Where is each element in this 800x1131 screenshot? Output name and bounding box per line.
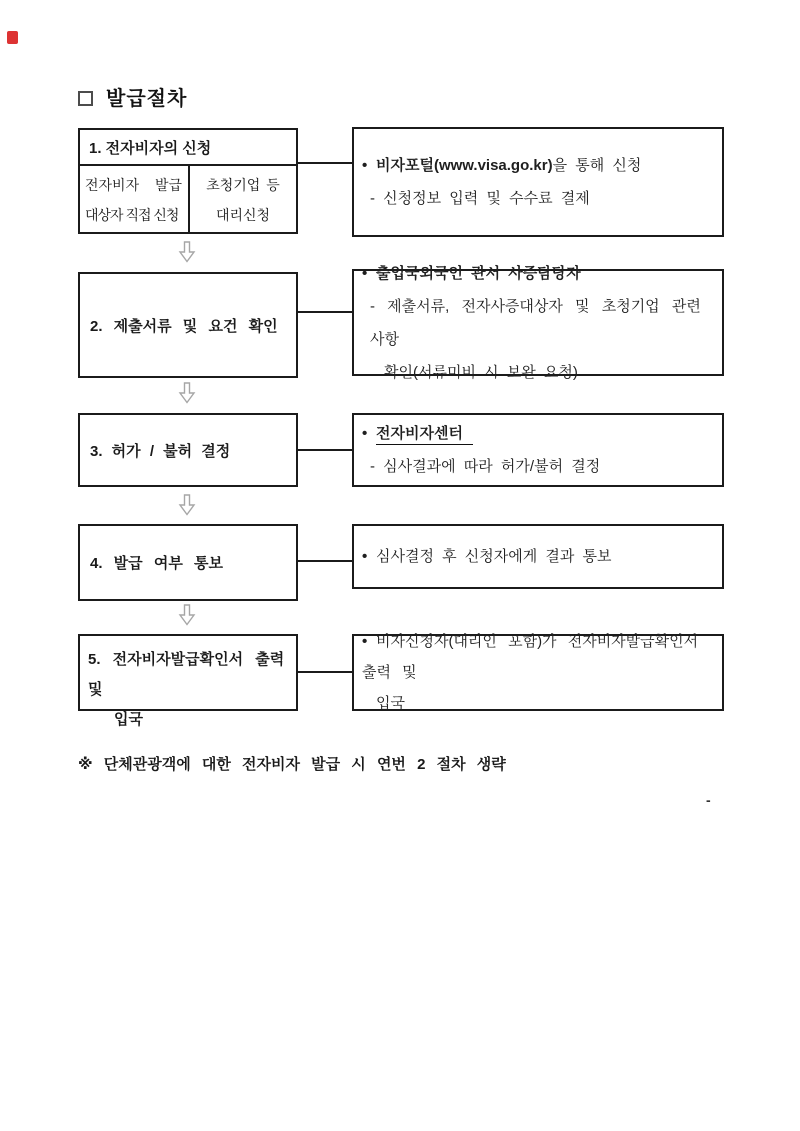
step-5-note-head-text: 비자신청자(대리인 포함)가 전자비자발급확인서 출력 및 xyxy=(362,633,699,681)
connector-line-2 xyxy=(298,311,352,313)
step-1-note-sub: - 신청정보 입력 및 수수료 결제 xyxy=(370,190,590,207)
arrow-down-icon xyxy=(178,494,196,516)
step-2-note-sub2: 확인(서류미비 시 보완 요청) xyxy=(384,363,578,381)
step-1-cell-direct-line1: 전자비자 발급 xyxy=(85,177,183,193)
flow-step-5-box xyxy=(78,634,298,728)
step-1-cell-proxy-line2: 대리신청 xyxy=(215,207,271,223)
arrow-down-icon xyxy=(178,241,196,263)
step-2-label: 2. 제출서류 및 요건 확인 xyxy=(90,317,278,335)
step-1-note-head-rest: 을 통해 신청 xyxy=(552,157,642,174)
connector-line-5 xyxy=(298,671,352,673)
step-1-label: 1. 전자비자의 신청 xyxy=(80,130,296,166)
connector-line-1 xyxy=(298,162,352,164)
step-1-cell-direct xyxy=(80,166,190,232)
step-1-cell-proxy-line1: 초청기업 등 xyxy=(206,177,280,193)
step-1-cells xyxy=(80,166,296,232)
connector-line-3 xyxy=(298,449,352,451)
step-1-cell-direct-line2: 대상자 직접 신청 xyxy=(85,207,179,223)
page-dash: - xyxy=(706,792,711,808)
step-4-label: 4. 발급 여부 통보 xyxy=(90,555,223,572)
step-5-note-head xyxy=(362,626,714,688)
flow-step-2-box xyxy=(78,272,298,378)
step-1-cell-proxy xyxy=(190,166,296,232)
step-3-label: 3. 허가 / 불허 결정 xyxy=(90,442,231,460)
arrow-down-icon xyxy=(178,382,196,404)
section-title-row xyxy=(78,82,187,111)
footnote: ※ 단체관광객에 대한 전자비자 발급 시 연번 2 절차 생략 xyxy=(78,756,506,773)
step-3-note-head-bold: 전자비자센터 xyxy=(376,425,473,445)
step-5-label-line2: 입국 xyxy=(114,711,143,728)
red-scan-marker xyxy=(7,31,18,44)
step-2-note-box xyxy=(352,264,724,381)
bullet-icon: • xyxy=(362,425,368,442)
step-4-note-box xyxy=(352,524,724,589)
step-2-note-head xyxy=(362,257,714,290)
step-3-note-head xyxy=(362,417,714,450)
step-2-note-head-bold: 출입국외국인 관서 사증담당자 xyxy=(376,264,581,282)
step-3-note-box xyxy=(352,413,724,487)
bullet-icon: • xyxy=(362,633,368,650)
page-title: 발급절차 xyxy=(106,88,188,110)
step-4-note-head xyxy=(362,540,714,573)
step-2-note-sub1: - 제출서류, 전자사증대상자 및 초청기업 관련 사항 xyxy=(370,297,701,348)
flow-step-1-box xyxy=(78,128,298,234)
step-4-note-head-text: 심사결정 후 신청자에게 결과 통보 xyxy=(376,548,612,565)
step-5-note-box xyxy=(352,634,724,711)
flow-step-4-box xyxy=(78,524,298,601)
bullet-icon: • xyxy=(362,548,368,565)
bullet-icon: • xyxy=(362,264,368,282)
step-5-note-cont: 입국 xyxy=(376,695,405,712)
step-3-note-sub: - 심사결과에 따라 허가/불허 결정 xyxy=(370,458,601,475)
step-1-note-head-bold: 비자포털(www.visa.go.kr) xyxy=(376,157,553,174)
arrow-down-icon xyxy=(178,604,196,626)
bullet-icon: • xyxy=(362,157,368,174)
step-5-label-line1: 5. 전자비자발급확인서 출력 및 xyxy=(88,651,285,698)
connector-line-4 xyxy=(298,560,352,562)
checkbox-square-icon xyxy=(78,91,93,106)
step-1-note-box xyxy=(352,127,724,237)
flow-step-3-box xyxy=(78,413,298,487)
step-1-note-head xyxy=(362,149,714,182)
